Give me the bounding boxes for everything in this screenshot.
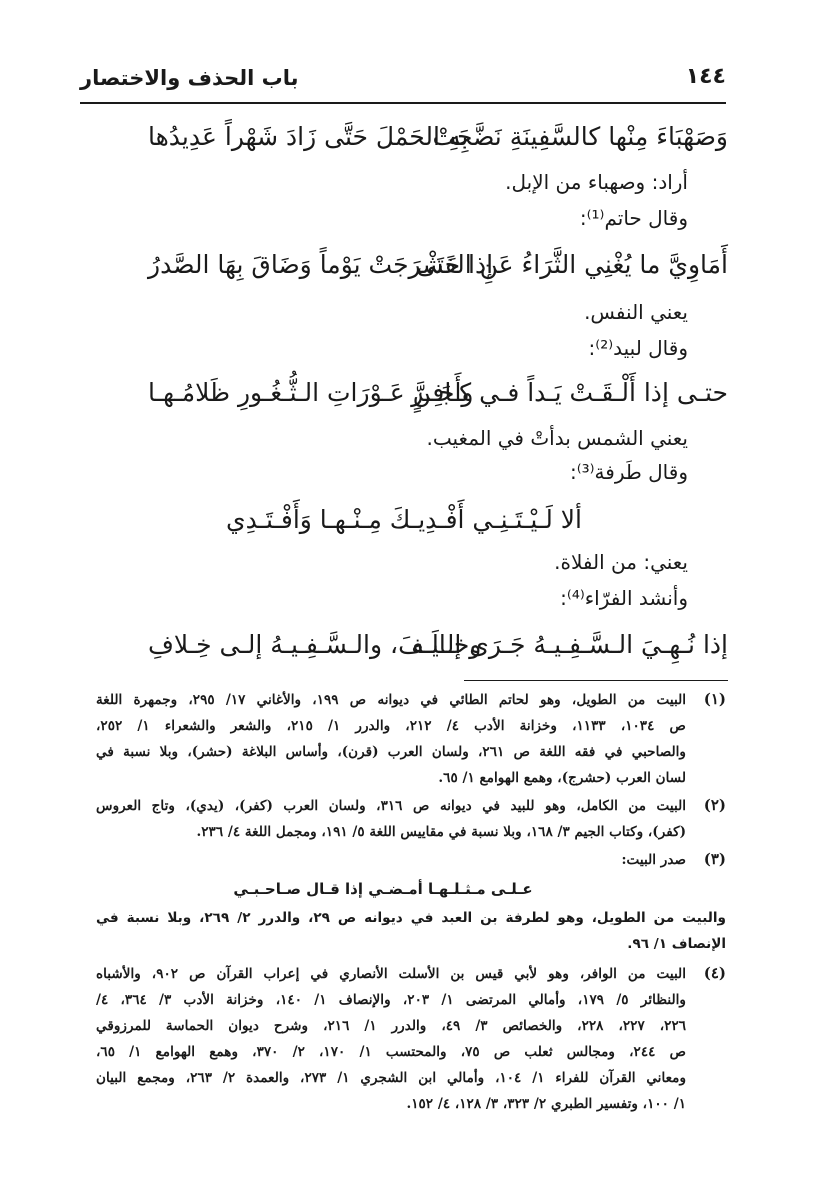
footnote-3-text: صدر البيت:: [621, 852, 686, 868]
body-text: وقال لبيد⁽²⁾:: [588, 336, 688, 360]
body-text: يعني النفس.: [584, 300, 688, 324]
body-text: يعني الشمس بدأتْ في المغيب.: [426, 426, 688, 450]
footnote-4-text: ٢٢٦، ٢٢٧، ٢٢٨، والخصائص ٣/ ٤٩، والدرر ١/ ٢١٦، وشرح ديوان الحماسة للمرزوقي: [96, 1018, 686, 1034]
verse-5-first-hemistich: إذا نُـهِـيَ الـسَّـفِـيـهُ جَـرَى إلـيـه: [411, 630, 728, 659]
footnote-4-text: ص ٢٤٤، ومجالس ثعلب ص ٧٥، والمحتسب ١/ ١٧٠، ٢/ ٣٧٠، وهمع الهوامع ١/ ٦٥،: [96, 1044, 686, 1060]
footnote-1-text: ص ١٠٣٤، ١١٣٣، وخزانة الأدب ٤/ ٢١٢، والدرر ١/ ٢١٥، والشعر والشعراء ١/ ٢٥٢،: [96, 718, 686, 734]
body-text: وقال طَرفة⁽³⁾:: [569, 460, 688, 484]
verse-3-first-hemistich: حتـى إذا أَلْـقَـتْ يَـداً فـي كـافِـرٍ: [411, 378, 728, 407]
footnote-4-number: (٤): [703, 964, 726, 982]
verse-1-first-hemistich: وَصَهْبَاءَ مِنْها كالسَّفِينَةِ نَضَّجَتْ: [432, 122, 728, 151]
footnote-1-text: والصاحبي في فقه اللغة ص ٢٦١، ولسان العرب (قرن)، وأساس البلاغة (حشر)، وبلا نسبة في: [96, 744, 686, 760]
page-number: ١٤٤: [685, 64, 726, 89]
body-text: وأنشد الفرّاء⁽⁴⁾:: [560, 586, 688, 610]
footnote-1-text: البيت من الطويل، وهو لحاتم الطائي في ديوانه ص ١٩٩، والأغاني ١٧/ ٢٩٥، وجمهرة اللغة: [96, 692, 686, 708]
body-text: يعني: من الفلاة.: [554, 550, 688, 574]
verse-4-hemistich: ألا لَـيْـتَـنِـي أَفْـدِيـكَ مِـنْـهـا وَأَفْـتَـدِي: [226, 505, 582, 534]
verse-2-second-hemistich: إذا حَشْرَجَتْ يَوْماً وَضَاقَ بِهَا الصَّدرُ: [148, 250, 494, 279]
body-text: وقال حاتم⁽¹⁾:: [579, 206, 688, 230]
footnote-3-verse: عـلـى مـثـلـهـا أمـضـي إذا قـال صـاحـبـي: [233, 880, 533, 898]
verse-5-second-hemistich: وخـالَـفَ، والـسَّـفِـيـهُ إلـى خِـلافِ: [148, 630, 482, 659]
verse-2-first-hemistich: أَمَاوِيَّ ما يُغْنِي الثَّرَاءُ عَنِ الفَتَى: [416, 250, 728, 279]
footnote-3-text: والبيت من الطويل، وهو لطرفة بن العبد في ديوانه ص ٢٩، والدرر ٢/ ٢٦٩، وبلا نسبة في: [96, 910, 726, 926]
footnote-1-number: (١): [703, 690, 726, 708]
running-header: [80, 58, 726, 104]
body-text: أراد: وصهباء من الإبل.: [505, 170, 688, 194]
footnote-4-text: البيت من الوافر، وهو لأبي قيس بن الأسلت الأنصاري في إعراب القرآن ص ٩٠٢، والأشباه: [96, 966, 686, 982]
footnote-2-text: (كفر)، وكتاب الجيم ٣/ ١٦٨، وبلا نسبة في مقاييس اللغة ٥/ ١٩١، ومجمل اللغة ٤/ ٢٣٦.: [196, 824, 686, 840]
footnote-separator: [464, 680, 728, 681]
footnote-3-number: (٣): [703, 850, 726, 868]
verse-1-second-hemistich: بِهِ الحَمْلَ حَتَّى زَادَ شَهْراً عَدِيدُها: [148, 122, 469, 151]
footnote-1-text: لسان العرب (حشرج)، وهمع الهوامع ١/ ٦٥.: [438, 770, 686, 786]
footnote-2-text: البيت من الكامل، وهو للبيد في ديوانه ص ٣١٦، ولسان العرب (كفر)، (يدي)، وتاج العروس: [96, 798, 686, 814]
footnote-3-text: الإنصاف ١/ ٩٦.: [627, 936, 726, 952]
footnote-4-text: ومعاني القرآن للفراء ١/ ١٠٤، وأمالي ابن الشجري ١/ ٢٧٣، والعمدة ٢/ ٢٦٣، ومجمع البيان: [96, 1070, 686, 1086]
footnote-4-text: ١/ ١٠٠، وتفسير الطبري ٢/ ٣٢٣، ٣/ ١٢٨، ٤/ ١٥٢.: [406, 1096, 686, 1112]
chapter-title: باب الحذف والاختصار: [80, 66, 299, 90]
footnote-4-text: والنظائر ٥/ ١٧٩، وأمالي المرتضى ١/ ٢٠٣، والإنصاف ١/ ١٤٠، وخزانة الأدب ٣/ ٣٦٤، ٤/: [96, 992, 686, 1008]
footnote-2-number: (٢): [703, 796, 726, 814]
verse-3-second-hemistich: وأَجَـنَّ عَـوْرَاتِ الـثُّـغُـورِ ظَلامُـهـا: [148, 378, 474, 407]
